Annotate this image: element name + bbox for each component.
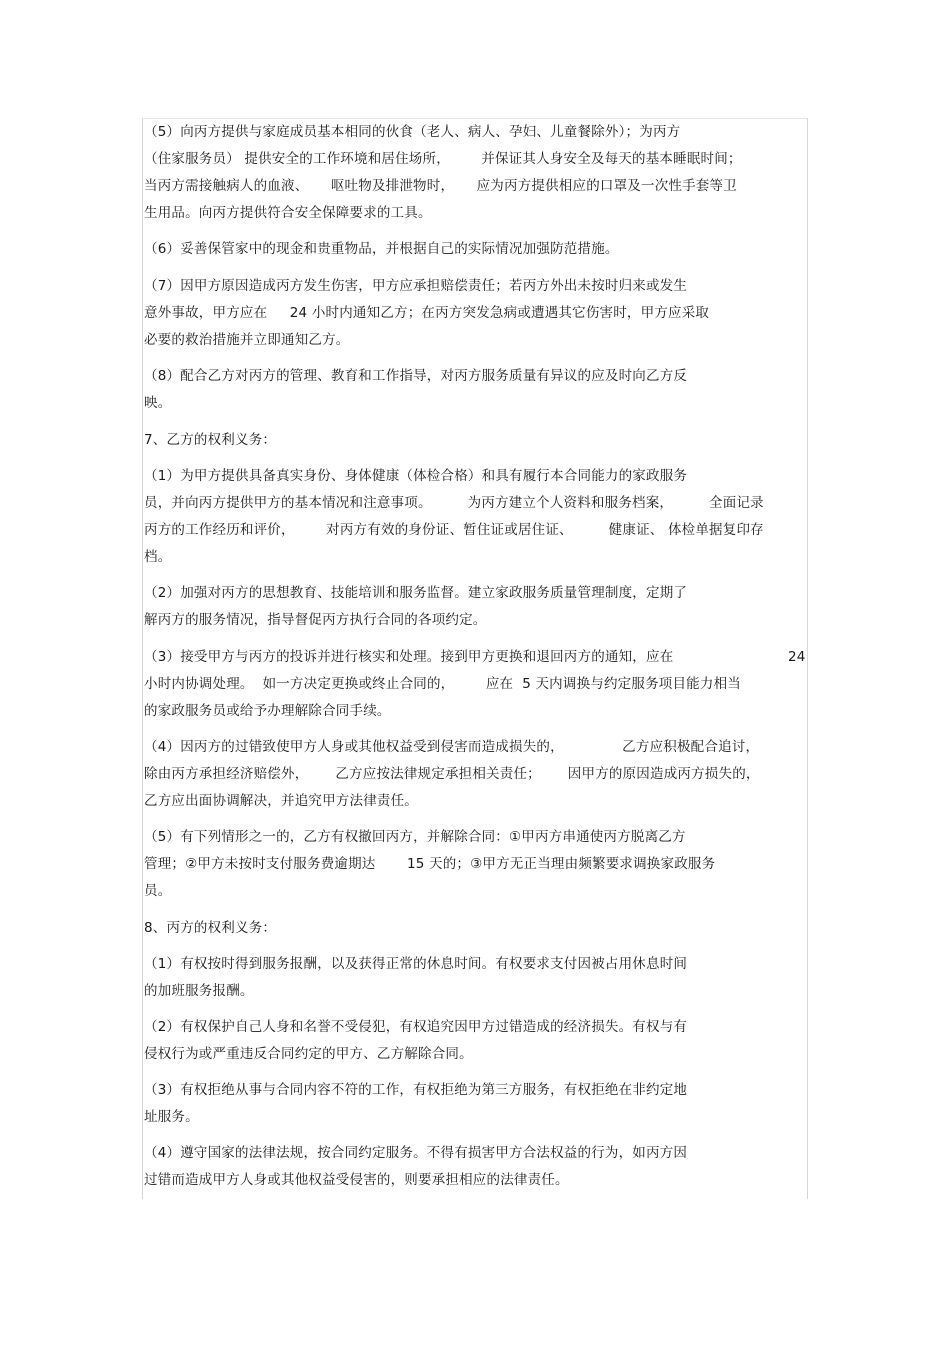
text-line: （2）有权保护自己人身和名誉不受侵犯，有权追究因甲方过错造成的经济损失。有权与有 (144, 1019, 688, 1035)
text-line: （2）加强对丙方的思想教育、技能培训和服务监督。建立家政服务质量管理制度，定期了 (144, 585, 688, 601)
text-line: 映。 (144, 395, 172, 411)
section-heading: 7、乙方的权利义务： (144, 432, 277, 448)
text-line: 乙方应出面协调解决，并追究甲方法律责任。 (144, 793, 418, 809)
text-line: （4）因丙方的过错致使甲方人身或其他权益受到侵害而造成损失的， 乙方应积极配合追讨， (144, 739, 760, 755)
text-line: 员，并向丙方提供甲方的基本情况和注意事项。 为丙方建立个人资料和服务档案， 全面记录 (144, 495, 764, 511)
text-line: （5）向丙方提供与家庭成员基本相同的伙食（老人、病人、孕妇、儿童餐除外）；为丙方 (144, 124, 681, 140)
text-line: （5）有下列情形之一的，乙方有权撤回丙方，并解除合同：①甲丙方串通使丙方脱离乙方 (144, 829, 686, 845)
text-line: 档。 (144, 549, 172, 565)
text-line: 过错而造成甲方人身或其他权益受侵害的，则要承担相应的法律责任。 (144, 1172, 569, 1188)
text-line: 生用品。向丙方提供符合安全保障要求的工具。 (144, 205, 432, 221)
text-line: （1）有权按时得到服务报酬，以及获得正常的休息时间。有权要求支付因被占用休息时间 (144, 956, 688, 972)
text-fragment: 24 (788, 649, 806, 665)
text-line: 侵权行为或严重违反合同约定的甲方、乙方解除合同。 (144, 1046, 473, 1062)
text-line: （1）为甲方提供具备真实身份、身体健康（体检合格）和具有履行本合同能力的家政服务 (144, 468, 688, 484)
text-line: 当丙方需接触病人的血液、 呕吐物及排泄物时， 应为丙方提供相应的口罩及一次性手套等卫 (144, 178, 737, 194)
section-heading: 8、丙方的权利义务： (144, 920, 277, 936)
text-line: （住家服务员） 提供安全的工作环境和居住场所， 并保证其人身安全及每天的基本睡眠时间； (144, 151, 742, 167)
text-line: 管理；②甲方未按时支付服务费逾期达 15 天的；③甲方无正当理由频繁要求调换家政服务 (144, 856, 716, 872)
text-line: （3）有权拒绝从事与合同内容不符的工作，有权拒绝为第三方服务，有权拒绝在非约定地 (144, 1082, 688, 1098)
text-line: （7）因甲方原因造成丙方发生伤害，甲方应承担赔偿责任；若丙方外出未按时归来或发生 (144, 278, 688, 294)
text-line: 员。 (144, 883, 172, 899)
text-line: （8）配合乙方对丙方的管理、教育和工作指导，对丙方服务质量有异议的应及时向乙方反 (144, 368, 688, 384)
text-line: 意外事故，甲方应在 24 小时内通知乙方；在丙方突发急病或遭遇其它伤害时，甲方应采取 (144, 305, 710, 321)
text-line: （3）接受甲方与丙方的投诉并进行核实和处理。接到甲方更换和退回丙方的通知，应在 (144, 649, 674, 665)
text-line: 丙方的工作经历和评价， 对丙方有效的身份证、暂住证或居住证、 健康证、 体检单据复印存 (144, 522, 764, 538)
text-line: 的加班服务报酬。 (144, 983, 254, 999)
text-line: （4）遵守国家的法律法规，按合同约定服务。不得有损害甲方合法权益的行为，如丙方因 (144, 1145, 688, 1161)
text-line: 的家政服务员或给予办理解除合同手续。 (144, 703, 391, 719)
text-line: 址服务。 (144, 1109, 199, 1125)
text-line: 必要的救治措施并立即通知乙方。 (144, 332, 350, 348)
text-line: 除由丙方承担经济赔偿外， 乙方应按法律规定承担相关责任； 因甲方的原因造成丙方损失的， (144, 766, 760, 782)
text-line: （6）妥善保管家中的现金和贵重物品，并根据自己的实际情况加强防范措施。 (144, 241, 619, 257)
text-line: 小时内协调处理。 如一方决定更换或终止合同的， 应在 5 天内调换与约定服务项目能力相当 (144, 676, 741, 692)
text-line: 解丙方的服务情况，指导督促丙方执行合同的各项约定。 (144, 612, 487, 628)
